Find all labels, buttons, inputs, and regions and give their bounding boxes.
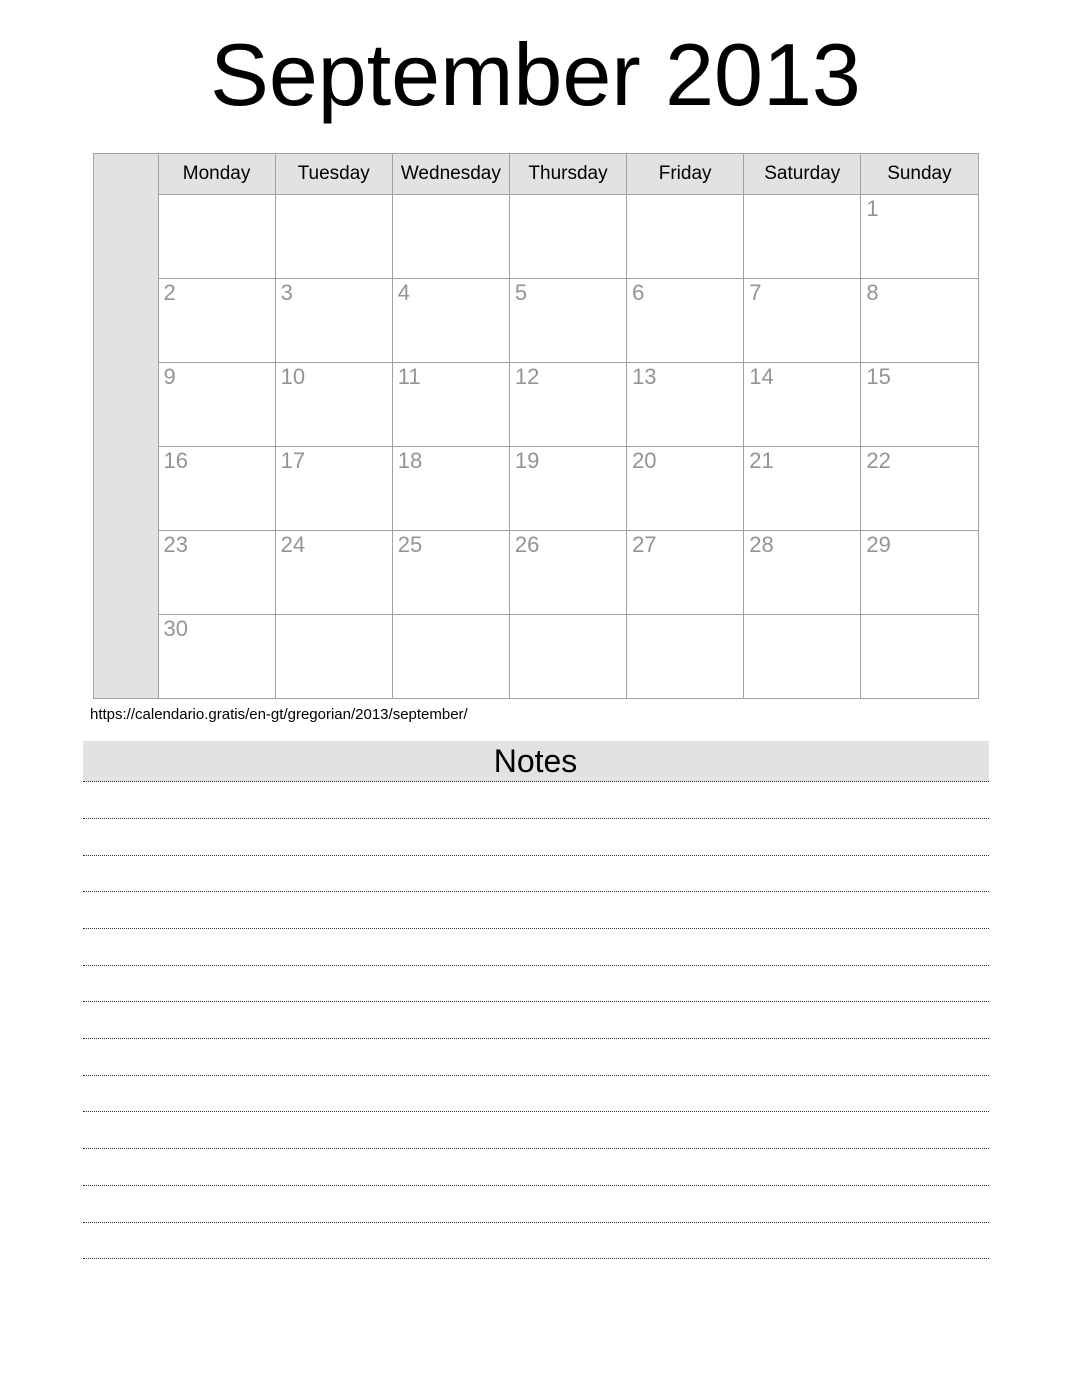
note-line-6	[83, 966, 989, 1003]
day-cell-24	[275, 530, 392, 614]
day-cell-3	[275, 278, 392, 362]
source-url: https://calendario.gratis/en-gt/gregorian/2013/september/	[90, 705, 468, 723]
day-cell-10	[275, 362, 392, 446]
day-cell-6	[627, 278, 744, 362]
calendar-table	[93, 153, 979, 699]
day-number: 15	[866, 363, 891, 389]
day-number: 9	[163, 363, 176, 389]
day-number	[510, 626, 515, 628]
day-number	[861, 626, 866, 628]
day-cell-7	[744, 278, 861, 362]
day-number: 22	[866, 447, 891, 473]
notes-lines-area	[83, 782, 989, 1259]
day-number: 30	[163, 615, 188, 641]
weekday-header-row	[93, 153, 978, 194]
note-line-10	[83, 1112, 989, 1149]
day-number: 7	[749, 279, 762, 305]
week-row-5	[93, 530, 978, 614]
day-cell-22	[861, 446, 978, 530]
day-cell-empty	[275, 194, 392, 278]
day-cell-13	[627, 362, 744, 446]
day-number: 8	[866, 279, 879, 305]
day-number	[744, 206, 749, 208]
day-number: 26	[514, 531, 540, 557]
day-number	[393, 626, 398, 628]
note-line-9	[83, 1076, 989, 1113]
note-line-2	[83, 819, 989, 856]
note-line-5	[83, 929, 989, 966]
day-number: 10	[280, 363, 306, 389]
day-number	[159, 206, 164, 208]
day-cell-12	[509, 362, 626, 446]
note-line-8	[83, 1039, 989, 1076]
page-title: September 2013	[210, 25, 861, 124]
week-row-1	[93, 194, 978, 278]
day-cell-5	[509, 278, 626, 362]
day-number	[627, 626, 632, 628]
day-cell-1	[861, 194, 978, 278]
notes-header	[83, 741, 989, 782]
day-number: 18	[397, 447, 423, 473]
day-number: 13	[632, 363, 657, 389]
day-cell-21	[744, 446, 861, 530]
day-cell-15	[861, 362, 978, 446]
weekday-header-monday: Monday	[158, 153, 275, 194]
day-cell-empty	[744, 614, 861, 698]
weekday-header-tuesday: Tuesday	[275, 153, 392, 194]
day-number: 17	[280, 447, 306, 473]
day-cell-8	[861, 278, 978, 362]
week-row-6	[93, 614, 978, 698]
day-cell-empty	[744, 194, 861, 278]
day-number	[627, 206, 632, 208]
day-number: 1	[866, 195, 879, 221]
day-cell-14	[744, 362, 861, 446]
day-number: 12	[514, 363, 540, 389]
day-cell-26	[509, 530, 626, 614]
note-line-4	[83, 892, 989, 929]
day-cell-17	[275, 446, 392, 530]
day-cell-30	[158, 614, 275, 698]
day-number: 2	[163, 279, 176, 305]
day-number: 24	[280, 531, 306, 557]
weekday-header-wednesday: Wednesday	[392, 153, 509, 194]
day-cell-empty	[627, 614, 744, 698]
day-cell-empty	[158, 194, 275, 278]
calendar-container	[93, 153, 979, 699]
week-row-4	[93, 446, 978, 530]
day-cell-23	[158, 530, 275, 614]
note-line-13	[83, 1223, 989, 1260]
day-cell-empty	[861, 614, 978, 698]
notes-section	[83, 741, 989, 1259]
day-number: 5	[514, 279, 528, 305]
day-cell-empty	[627, 194, 744, 278]
weekday-header-sunday: Sunday	[861, 153, 978, 194]
day-number: 4	[397, 279, 411, 305]
note-line-7	[83, 1002, 989, 1039]
day-cell-2	[158, 278, 275, 362]
day-cell-empty	[509, 614, 626, 698]
day-number: 3	[280, 279, 293, 305]
day-number: 19	[514, 447, 540, 473]
weekday-header-friday: Friday	[627, 153, 744, 194]
note-line-3	[83, 856, 989, 893]
day-cell-empty	[275, 614, 392, 698]
weekday-header-thursday: Thursday	[509, 153, 626, 194]
notes-heading: Notes	[493, 743, 578, 780]
note-line-11	[83, 1149, 989, 1186]
day-cell-11	[392, 362, 509, 446]
day-number: 11	[397, 363, 421, 389]
day-cell-29	[861, 530, 978, 614]
day-number: 23	[163, 531, 188, 557]
day-cell-28	[744, 530, 861, 614]
day-number: 6	[632, 279, 645, 305]
day-number: 29	[866, 531, 891, 557]
day-number	[276, 206, 281, 208]
weekday-header-saturday: Saturday	[744, 153, 861, 194]
day-cell-27	[627, 530, 744, 614]
day-cell-empty	[509, 194, 626, 278]
day-cell-16	[158, 446, 275, 530]
day-cell-9	[158, 362, 275, 446]
day-cell-empty	[392, 194, 509, 278]
week-row-3	[93, 362, 978, 446]
day-number: 28	[749, 531, 774, 557]
day-number: 27	[632, 531, 657, 557]
day-cell-18	[392, 446, 509, 530]
day-cell-4	[392, 278, 509, 362]
week-column-spacer	[93, 153, 158, 698]
day-cell-20	[627, 446, 744, 530]
day-number: 25	[397, 531, 423, 557]
week-row-2	[93, 278, 978, 362]
day-cell-19	[509, 446, 626, 530]
day-cell-25	[392, 530, 509, 614]
day-number: 14	[749, 363, 774, 389]
day-number	[276, 626, 281, 628]
day-cell-empty	[392, 614, 509, 698]
day-number: 21	[749, 447, 774, 473]
day-number	[510, 206, 515, 208]
day-number: 16	[163, 447, 188, 473]
note-line-1	[83, 782, 989, 819]
day-number: 20	[632, 447, 657, 473]
day-number	[393, 206, 398, 208]
day-number	[744, 626, 749, 628]
note-line-12	[83, 1186, 989, 1223]
